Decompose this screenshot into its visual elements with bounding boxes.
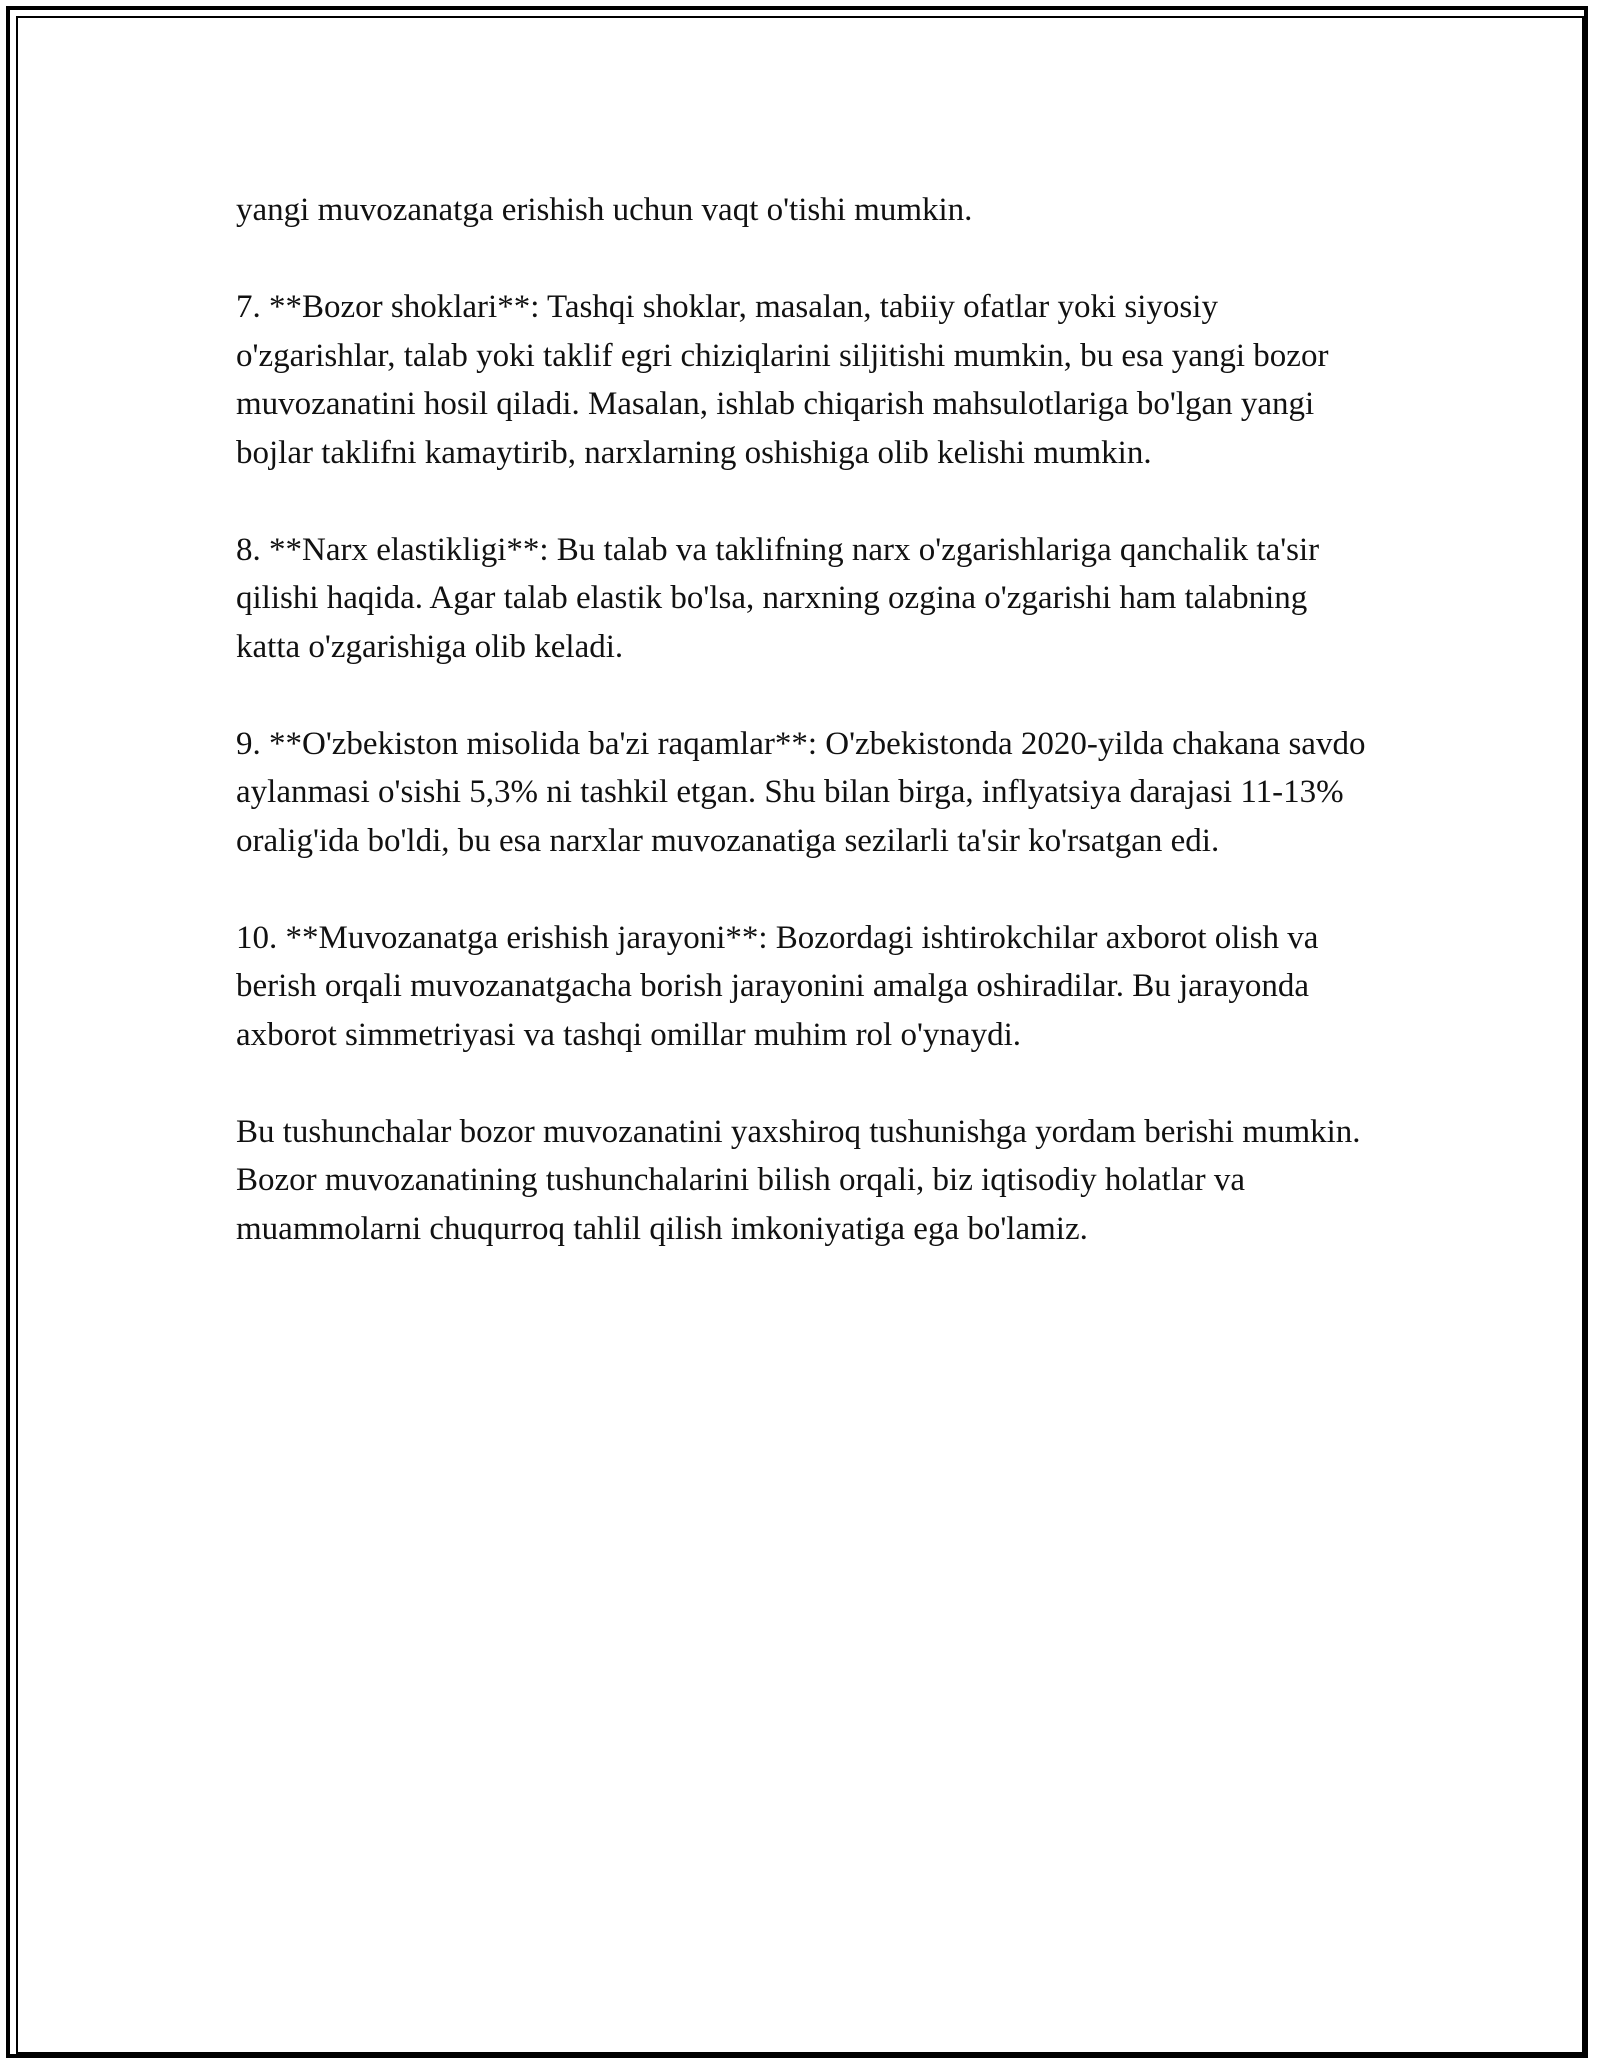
paragraph-item-9-ozbekiston-raqamlar: 9. **O'zbekiston misolida ba'zi raqamlar**: O'zbekistonda 2020-yilda chakana savdo aylanmasi o'sishi 5,3% ni tashkil etgan. Shu bilan birga, inflyatsiya darajasi 11-13% oralig'ida bo'ldi, bu esa narxlar muvozanatiga sezilarli ta'sir ko'rsatgan edi. (236, 725, 1366, 859)
document-body (236, 186, 1376, 1302)
paragraph-conclusion: Bu tushunchalar bozor muvozanatini yaxshiroq tushunishga yordam berishi mumkin. Bozor muvozanatining tushunchalarini bilish orqali, biz iqtisodiy holatlar va muammolarni chuqurroq tahlil qilish imkoniyatiga ega bo'lamiz. (236, 1113, 1361, 1247)
paragraph-continuation: yangi muvozanatga erishish uchun vaqt o'tishi mumkin. (236, 192, 973, 228)
paragraph-item-10-muvozanat-jarayoni: 10. **Muvozanatga erishish jarayoni**: Bozordagi ishtirokchilar axborot olish va berish orqali muvozanatgacha borish jarayonini amalga oshiradilar. Bu jarayonda axborot simmetriyasi va tashqi omillar muhim rol o'ynaydi. (236, 919, 1319, 1053)
paragraph-item-7-bozor-shoklari: 7. **Bozor shoklari**: Tashqi shoklar, masalan, tabiiy ofatlar yoki siyosiy o'zgarishlar, talab yoki taklif egri chiziqlarini siljitishi mumkin, bu esa yangi bozor muvozanatini hosil qiladi. Masalan, ishlab chiqarish mahsulotlariga bo'lgan yangi bojlar taklifni kamaytirib, narxlarning oshishiga olib kelishi mumkin. (236, 289, 1329, 471)
paragraph-item-8-narx-elastikligi: 8. **Narx elastikligi**: Bu talab va taklifning narx o'zgarishlariga qanchalik ta'sir qilishi haqida. Agar talab elastik bo'lsa, narxning ozgina o'zgarishi ham talabning katta o'zgarishiga olib keladi. (236, 531, 1320, 665)
